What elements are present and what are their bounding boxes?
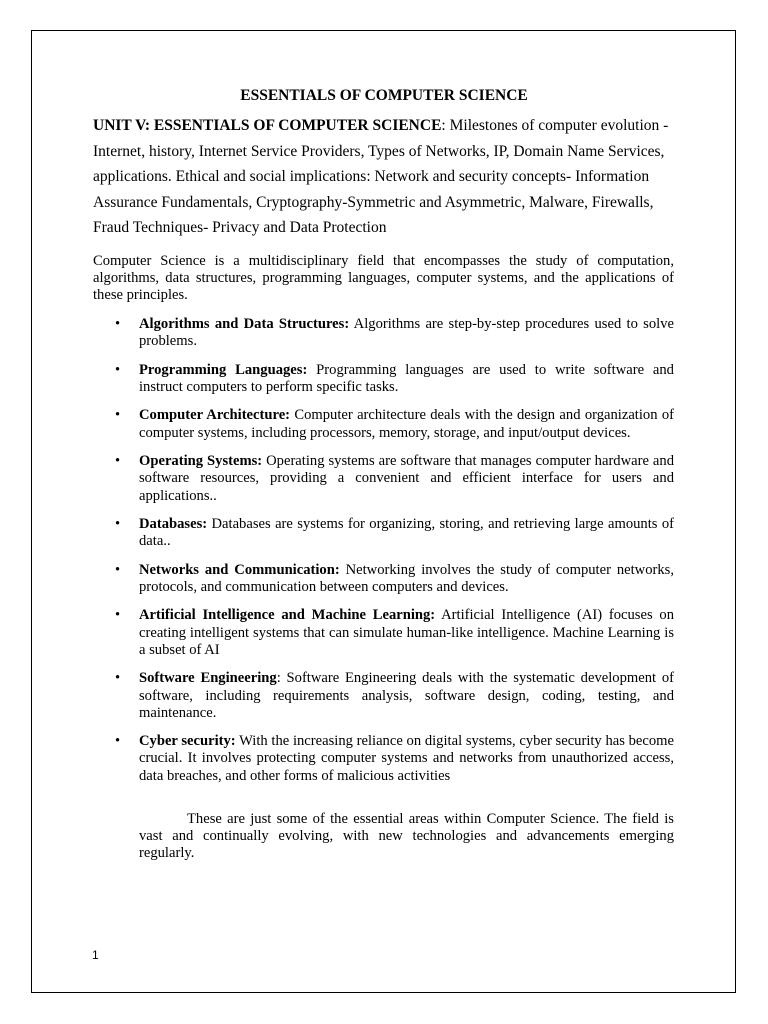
list-item: [115, 407, 674, 441]
topic-text: Computer architecture deals with the design and organization of computer systems, including processors, memory, storage, and input/output devices.: [139, 407, 674, 441]
bullet-icon: •: [115, 407, 121, 424]
topic-name: Artificial Intelligence and Machine Learning:: [139, 607, 436, 624]
topic-name: Computer Architecture:: [139, 407, 291, 424]
topic-name: Networks and Communication:: [139, 561, 340, 578]
bullet-icon: •: [115, 361, 121, 378]
unit-syllabus: [93, 113, 683, 241]
topic-text: Databases are systems for organizing, storing, and retrieving large amounts of data..: [139, 516, 674, 550]
list-item: [115, 733, 674, 785]
bullet-icon: •: [115, 516, 121, 533]
closing-paragraph: These are just some of the essential areas within Computer Science. The field is vast and continually evolving, with new technologies and advancements emerging regularly.: [139, 811, 674, 862]
bullet-icon: •: [115, 316, 121, 332]
unit-heading: UNIT V: ESSENTIALS OF COMPUTER SCIENCE: [93, 117, 442, 134]
list-item: [115, 561, 674, 596]
bullet-icon: •: [115, 607, 121, 624]
topic-list: [0, 316, 768, 796]
list-item: [115, 607, 674, 659]
topic-text: Networking involves the study of computer networks, protocols, and communication between computers and devices.: [139, 561, 674, 595]
topic-text: Artificial Intelligence (AI) focuses on creating intelligent systems that can simulate human-like intelligence. Machine Learning is a subset of AI: [139, 607, 674, 658]
topic-name: Algorithms and Data Structures:: [139, 316, 350, 332]
topic-text: Operating systems are software that manages computer hardware and software resources, providing a convenient and efficient interface for users and applications..: [139, 453, 674, 504]
topic-name: Programming Languages:: [139, 361, 308, 378]
topic-text: : Software Engineering deals with the systematic development of software, including requirements analysis, software design, coding, testing, and maintenance.: [139, 670, 674, 721]
list-item: [115, 361, 674, 396]
bullet-icon: •: [115, 453, 121, 470]
list-item: [115, 316, 674, 350]
topic-name: Software Engineering: [139, 670, 277, 687]
list-item: [115, 453, 674, 505]
topic-text: With the increasing reliance on digital systems, cyber security has become crucial. It involves protecting computer systems and networks from unauthorized access, data breaches, and other forms of malicious activities: [139, 733, 674, 784]
list-item: [115, 516, 674, 550]
bullet-icon: •: [115, 733, 121, 750]
document-title: ESSENTIALS OF COMPUTER SCIENCE: [240, 87, 528, 104]
intro-paragraph: Computer Science is a multidisciplinary field that encompasses the study of computation, algorithms, data structures, programming languages, computer systems, and the applications of these principles.: [93, 253, 674, 304]
page-number: 1: [92, 948, 99, 962]
topic-name: Operating Systems:: [139, 453, 263, 470]
unit-syllabus-text: : Milestones of computer evolution - Internet, history, Internet Service Providers, Types of Networks, IP, Domain Name Services, applications. Ethical and social implications: Network and security concepts- Information Assurance Fundamentals, Cryptography-Symmetric and Asymmetric, Malware, Firewalls, Fraud Techniques- Privacy and Data Protection: [93, 117, 669, 236]
bullet-icon: •: [115, 670, 121, 687]
topic-text: Algorithms are step-by-step procedures used to solve problems.: [139, 316, 674, 350]
bullet-icon: •: [115, 561, 121, 578]
topic-text: Programming languages are used to write software and instruct computers to perform specific tasks.: [139, 361, 674, 395]
topic-name: Cyber security:: [139, 733, 236, 750]
topic-name: Databases:: [139, 516, 208, 533]
list-item: [115, 670, 674, 722]
